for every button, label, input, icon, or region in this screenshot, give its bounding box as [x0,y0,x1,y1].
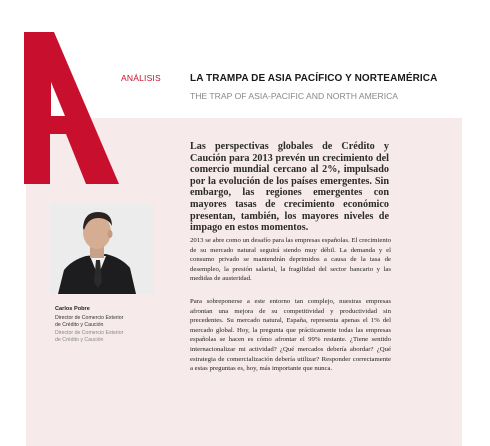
author-role-english [55,330,165,344]
article-subtitle: THE TRAP OF ASIA-PACIFIC AND NORTH AMERICA [190,91,399,101]
author-photo [50,204,154,294]
author-role-es-line-2: de Crédito y Caución [55,322,104,328]
section-label: ANÁLISIS [121,73,161,83]
lead-paragraph: Las perspectivas globales de Crédito y Caución para 2013 prevén un crecimiento del comercio mundial cercano al 2%, impulsado por la evolución de los países emergentes. Sin embargo, las regiones emergentes con mayores tasas de crecimiento económico presentan, también, los mayores niveles de impago en estos momentos. [190,141,389,234]
author-role-en-line-2: de Crédito y Caución [55,337,104,343]
article-title: LA TRAMPA DE ASIA PACÍFICO Y NORTEAMÉRICA [190,73,438,84]
author-role-en-line-1: Director de Comercio Exterior [55,330,124,336]
author-role-spanish [55,315,165,329]
author-role-es-line-1: Director de Comercio Exterior [55,315,124,321]
decorative-letter-a [24,24,134,184]
body-paragraph-2: Para sobreponerse a este entorno tan complejo, nuestras empresas afrontan una mejora de su competitividad y productividad sin precedentes. Su mercado natural, España, representa apenas el 1% del mercado global. Hoy, la pregunta que prácticamente todas las empresas españolas se hacen es cómo afrontar el 99% restante. ¿Tiene sentido internacionalizar mi actividad? ¿Qué mercados debería abordar? ¿Qué estrategia de comercialización debería utilizar? Responder correctamente a estas preguntas es, hoy, más importante que nunca. [190,298,391,373]
author-name: Carlos Pobre [55,306,90,312]
portrait-illustration [50,204,154,294]
body-paragraph-1: 2013 se abre como un desafío para las empresas españolas. El crecimiento de su mercado natural seguirá siendo muy débil. La demanda y el consumo privado se mantendrán deprimidos a causa de la tasa de desempleo, la presión salarial, la fragilidad del sector bancario y las medidas de austeridad. [190,237,391,283]
